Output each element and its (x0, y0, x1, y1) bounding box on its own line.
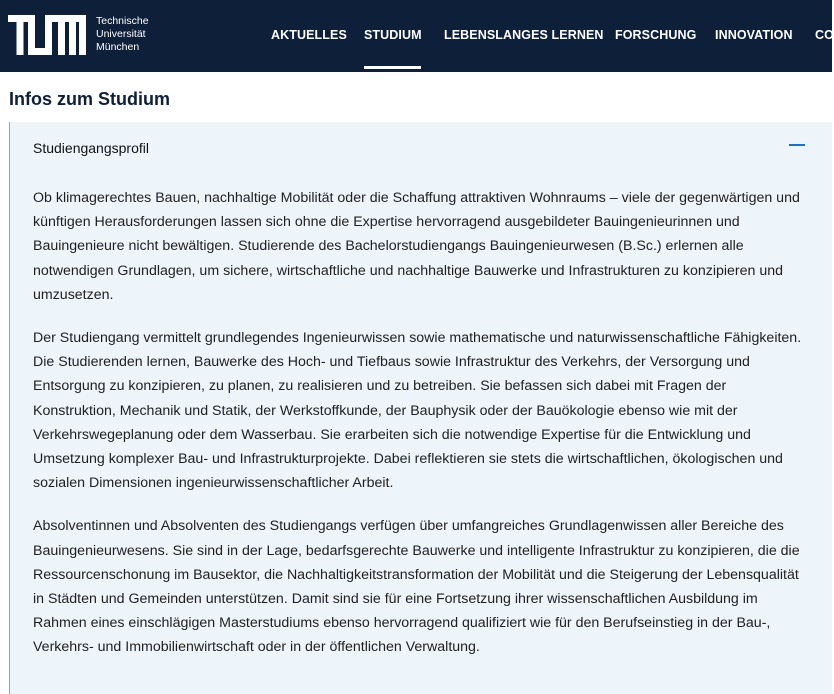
nav-item-forschung[interactable]: FORSCHUNG (615, 28, 697, 42)
nav-item-lebenslanges-lernen[interactable]: LEBENSLANGES LERNEN (444, 28, 604, 42)
nav-item-studium[interactable]: STUDIUM (364, 28, 422, 42)
nav-item-co-truncated[interactable]: CO (815, 28, 834, 42)
university-name-line-1: Technische (96, 15, 149, 27)
accordion-header[interactable] (10, 122, 833, 174)
accordion-title: Studiengangsprofil (33, 140, 149, 156)
university-name (96, 15, 149, 54)
tum-logo[interactable] (8, 15, 86, 55)
profile-paragraph-1: Ob klimagerechtes Bauen, nachhaltige Mobilität oder die Schaffung attraktiven Wohnraums – viele der gegenwärtigen und künftigen Herausforderungen lassen sich ohne die Expertise hervorragend ausgebildeter Bauingenieurinnen und Bauingenieure nicht bewältigen. Studierende des Bachelorstudiengangs Bauingenieurwesen (B.Sc.) erlernen alle notwendigen Grundlagen, um sichere, wirtschaftliche und nachhaltige Bauwerke und Infrastrukturen zu konzipieren und umzusetzen. (33, 190, 800, 303)
active-nav-indicator (364, 66, 421, 69)
nav-item-innovation[interactable]: INNOVATION (715, 28, 793, 42)
top-navigation-bar (0, 0, 832, 72)
nav-item-aktuelles[interactable]: AKTUELLES (271, 28, 347, 42)
collapse-minus-icon[interactable] (789, 144, 805, 146)
accordion-body (33, 186, 805, 679)
profile-paragraph-2: Der Studiengang vermittelt grundlegendes Ingenieurwissen sowie mathematische und naturwissenschaftliche Fähigkeiten. Die Studierenden lernen, Bauwerke des Hoch- und Tiefbaus sowie Infrastruktur des Verkehrs, der Versorgung und Entsorgung zu konzipieren, zu planen, zu realisieren und zu betreiben. Sie befassen sich dabei mit Fragen der Konstruktion, Mechanik und Statik, der Werkstoffkunde, der Bauphysik oder der Bauökologie ebenso wie mit der Verkehrswegeplanung oder dem Wasserbau. Sie erarbeiten sich die notwendige Expertise für die Entwicklung und Umsetzung komplexer Bau- und Infrastrukturprojekte. Dabei reflektieren sie stets die wirtschaftlichen, ökologischen und sozialen Dimensionen ingenieurwissenschaftlicher Arbeit. (33, 330, 802, 492)
university-name-line-3: München (96, 41, 140, 53)
accordion-studiengangsprofil (9, 122, 832, 694)
tum-logo-icon (8, 15, 86, 55)
university-name-line-2: Universität (96, 28, 146, 40)
profile-paragraph-3: Absolventinnen und Absolventen des Studiengangs verfügen über umfangreiches Grundlagenwissen aller Bereiche des Bauingenieurwesens. Sie sind in der Lage, bedarfsgerechte Bauwerke und intelligente Infrastruktur zu konzipieren, die die Ressourcenschonung im Bausektor, die Nachhaltigkeitstransformation der Mobilität und die Steigerung der Lebensqualität in Städten und Gemeinden unterstützen. Damit sind sie für eine Fortsetzung ihrer wissenschaftlichen Ausbildung im Rahmen eines einschlägigen Masterstudiums ebenso hervorragend qualifiziert wie für den Berufseinstieg in der Bau-, Verkehrs- und Immobilienwirtschaft oder in der öffentlichen Verwaltung. (33, 518, 800, 656)
page-title: Infos zum Studium (9, 89, 170, 109)
